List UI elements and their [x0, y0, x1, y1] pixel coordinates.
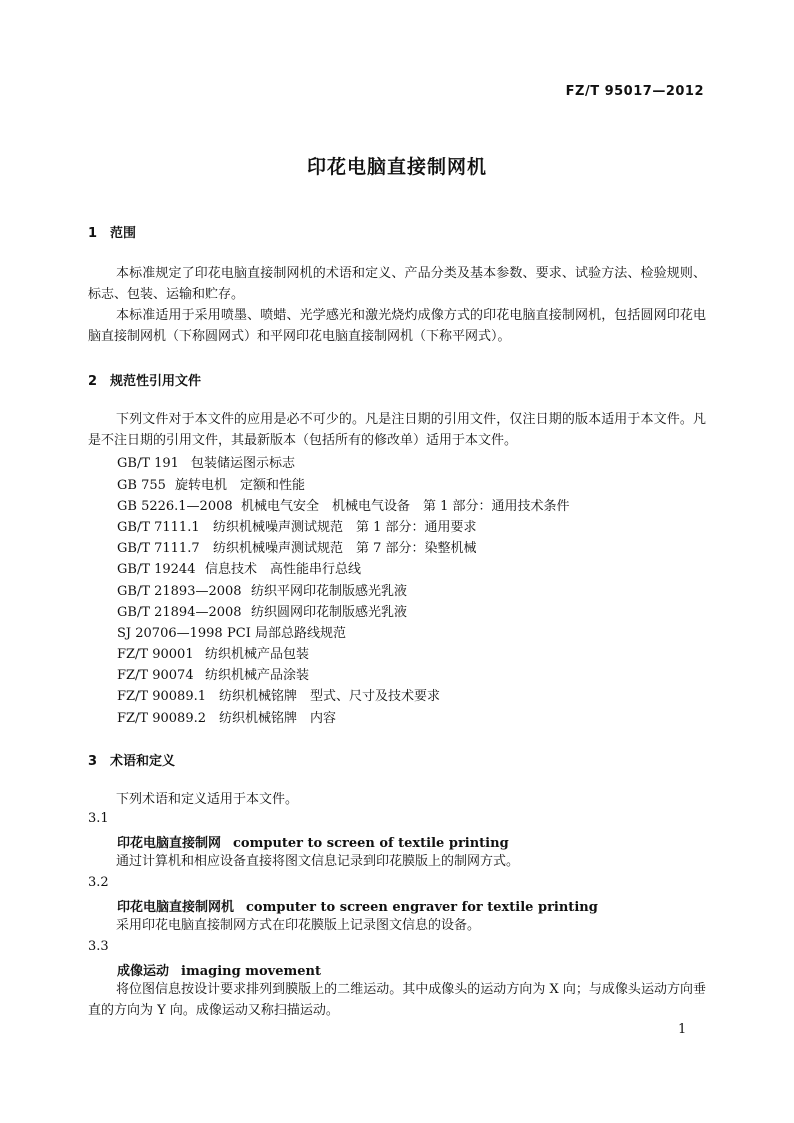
- paragraph: 下列术语和定义适用于本文件。: [116, 792, 299, 807]
- reference-item: [117, 664, 309, 683]
- term-number: 3.1: [88, 811, 109, 826]
- reference-code: FZ/T 90001: [117, 647, 194, 662]
- reference-item: [117, 558, 361, 577]
- reference-code: FZ/T 90089.2: [117, 711, 206, 726]
- term-definition: 将位图信息按设计要求排列到膜版上的二维运动。其中成像头的运动方向为 X 向；与成像头运动方向垂直的方向为 Y 向。成像运动又称扫描运动。: [88, 982, 706, 1018]
- reference-code: GB/T 191: [117, 456, 179, 471]
- section-number: 2: [88, 374, 98, 389]
- reference-name: 纺织平网印花制版感光乳液: [251, 584, 408, 599]
- reference-code: GB/T 21893—2008: [117, 584, 242, 599]
- reference-name: 纺织机械噪声测试规范 第 1 部分：通用要求: [213, 520, 477, 535]
- reference-code: SJ 20706—1998: [117, 626, 223, 641]
- term-heading: [117, 832, 509, 851]
- paragraph: 本标准规定了印花电脑直接制网机的术语和定义、产品分类及基本参数、要求、试验方法、检验规则、标志、包装、运输和贮存。: [88, 266, 706, 302]
- reference-item: [117, 643, 309, 662]
- reference-item: [117, 495, 570, 514]
- page-title: 印花电脑直接制网机: [306, 156, 487, 178]
- term-definition: 通过计算机和相应设备直接将图文信息记录到印花膜版上的制网方式。: [116, 854, 520, 869]
- reference-code: GB 755: [117, 478, 166, 493]
- reference-name: 纺织机械产品涂装: [205, 668, 310, 683]
- reference-item: [117, 516, 477, 535]
- reference-name: PCI 局部总路线规范: [227, 626, 346, 641]
- reference-code: GB 5226.1—2008: [117, 499, 233, 514]
- section-heading-3: [88, 750, 175, 769]
- reference-item: [117, 537, 477, 556]
- reference-code: FZ/T 90089.1: [117, 689, 206, 704]
- term-heading: [117, 960, 321, 979]
- reference-name: 纺织机械铭牌 内容: [219, 711, 337, 726]
- reference-code: GB/T 21894—2008: [117, 605, 242, 620]
- reference-name: 纺织圆网印花制版感光乳液: [251, 605, 408, 620]
- term-en: imaging movement: [181, 964, 321, 979]
- paragraph: 本标准适用于采用喷墨、喷蜡、光学感光和激光烧灼成像方式的印花电脑直接制网机，包括圆网印花电脑直接制网机（下称圆网式）和平网印花电脑直接制网机（下称平网式）。: [88, 308, 706, 344]
- term-number: 3.3: [88, 939, 109, 954]
- section-number: 3: [88, 754, 98, 769]
- reference-code: GB/T 7111.1: [117, 520, 200, 535]
- reference-name: 旋转电机 定额和性能: [175, 478, 306, 493]
- section-heading-1: [88, 222, 136, 241]
- reference-code: FZ/T 90074: [117, 668, 194, 683]
- term-zh: 印花电脑直接制网: [117, 836, 222, 851]
- reference-code: GB/T 19244: [117, 562, 196, 577]
- reference-name: 纺织机械铭牌 型式、尺寸及技术要求: [219, 689, 441, 704]
- section-title: 范围: [110, 226, 137, 241]
- paragraph: 下列文件对于本文件的应用是必不可少的。凡是注日期的引用文件，仅注日期的版本适用于本文件。凡是不注日期的引用文件，其最新版本（包括所有的修改单）适用于本文件。: [88, 412, 706, 448]
- term-en: computer to screen of textile printing: [233, 836, 509, 851]
- section-number: 1: [88, 226, 98, 241]
- term-zh: 成像运动: [117, 964, 170, 979]
- standard-number: FZ/T 95017—2012: [565, 84, 704, 99]
- term-definition: 采用印花电脑直接制网方式在印花膜版上记录图文信息的设备。: [116, 918, 481, 933]
- reference-name: 信息技术 高性能串行总线: [205, 562, 362, 577]
- page-number: 1: [678, 1022, 687, 1037]
- section-title: 规范性引用文件: [110, 374, 202, 389]
- reference-name: 纺织机械噪声测试规范 第 7 部分：染整机械: [213, 541, 477, 556]
- reference-name: 纺织机械产品包装: [205, 647, 310, 662]
- section-title: 术语和定义: [110, 754, 176, 769]
- term-heading: [117, 896, 598, 915]
- reference-item: [117, 601, 407, 620]
- reference-item: [117, 707, 336, 726]
- reference-name: 机械电气安全 机械电气设备 第 1 部分：通用技术条件: [241, 499, 570, 514]
- reference-item: [117, 452, 295, 471]
- term-number: 3.2: [88, 875, 109, 890]
- reference-code: GB/T 7111.7: [117, 541, 200, 556]
- reference-item: [117, 622, 346, 641]
- term-zh: 印花电脑直接制网机: [117, 900, 235, 915]
- reference-item: [117, 685, 440, 704]
- reference-item: [117, 474, 305, 493]
- reference-name: 包装储运图示标志: [191, 456, 296, 471]
- term-en: computer to screen engraver for textile printing: [246, 900, 598, 915]
- section-heading-2: [88, 370, 201, 389]
- reference-item: [117, 580, 407, 599]
